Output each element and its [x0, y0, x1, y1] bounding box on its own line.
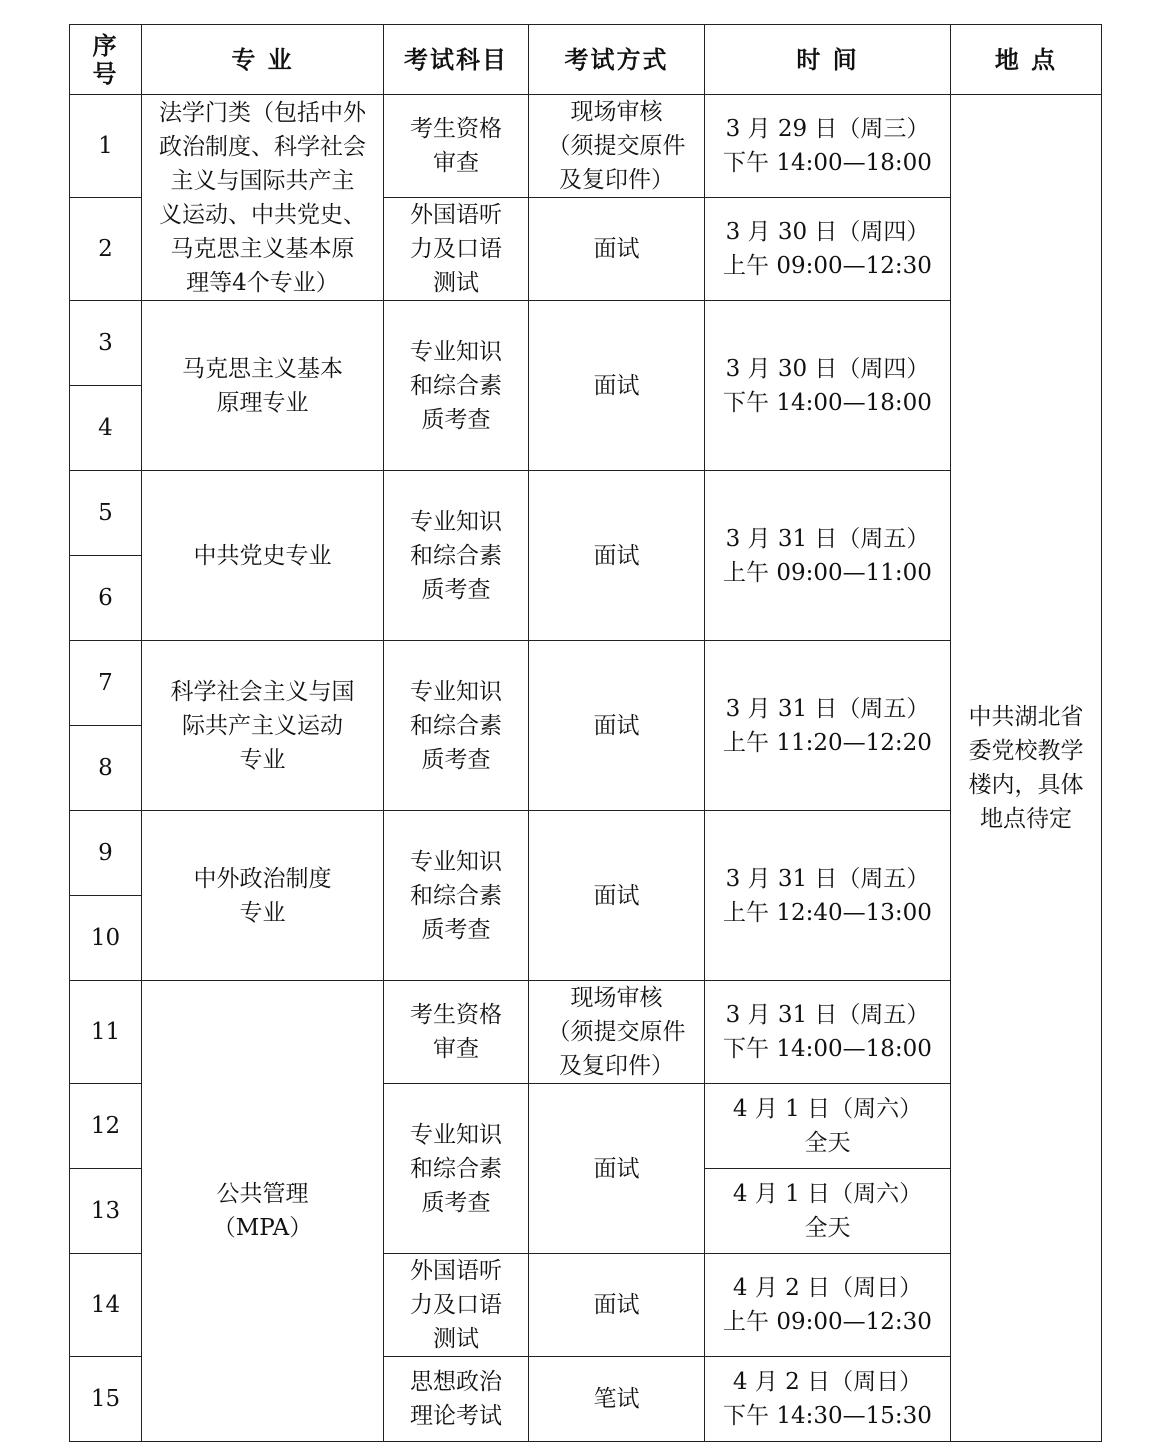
header-subject: 考试科目 [384, 25, 529, 95]
major-cell: 法学门类（包括中外 政治制度、科学社会 主义与国际共产主 义运动、中共党史、 马克思主义基本原 理等4个专业） [142, 95, 384, 301]
time-cell: 3 月 31 日（周五） 上午 11:20—12:20 [705, 641, 951, 811]
header-seq: 序 号 [70, 25, 142, 95]
subject-cell: 考生资格 审查 [384, 95, 529, 198]
subject-cell: 专业知识 和综合素 质考查 [384, 1084, 529, 1254]
time-cell: 4 月 1 日（周六） 全天 [705, 1084, 951, 1169]
seq-cell: 8 [70, 726, 142, 811]
location-cell: 中共湖北省 委党校教学 楼内，具体 地点待定 [951, 95, 1102, 1442]
method-cell: 面试 [529, 1254, 705, 1357]
method-cell: 面试 [529, 471, 705, 641]
seq-cell: 15 [70, 1357, 142, 1442]
time-cell: 4 月 2 日（周日） 下午 14:30—15:30 [705, 1357, 951, 1442]
seq-cell: 6 [70, 556, 142, 641]
exam-schedule-table [69, 24, 1102, 1442]
subject-cell: 外国语听 力及口语 测试 [384, 198, 529, 301]
seq-cell: 7 [70, 641, 142, 726]
time-cell: 3 月 29 日（周三） 下午 14:00—18:00 [705, 95, 951, 198]
header-time: 时 间 [705, 25, 951, 95]
table-row [70, 811, 1102, 896]
subject-cell: 外国语听 力及口语 测试 [384, 1254, 529, 1357]
seq-cell: 13 [70, 1169, 142, 1254]
header-row [70, 25, 1102, 95]
seq-cell: 5 [70, 471, 142, 556]
method-cell: 笔试 [529, 1357, 705, 1442]
subject-cell: 考生资格 审查 [384, 981, 529, 1084]
time-cell: 3 月 31 日（周五） 下午 14:00—18:00 [705, 981, 951, 1084]
major-cell: 中共党史专业 [142, 471, 384, 641]
major-cell: 科学社会主义与国 际共产主义运动 专业 [142, 641, 384, 811]
time-cell: 3 月 30 日（周四） 上午 09:00—12:30 [705, 198, 951, 301]
time-cell: 3 月 31 日（周五） 上午 09:00—11:00 [705, 471, 951, 641]
major-cell: 马克思主义基本 原理专业 [142, 301, 384, 471]
seq-cell: 14 [70, 1254, 142, 1357]
seq-cell: 2 [70, 198, 142, 301]
method-cell: 面试 [529, 811, 705, 981]
header-major: 专 业 [142, 25, 384, 95]
subject-cell: 专业知识 和综合素 质考查 [384, 301, 529, 471]
table-row [70, 471, 1102, 556]
method-cell: 现场审核 （须提交原件 及复印件） [529, 95, 705, 198]
table-row [70, 981, 1102, 1084]
major-cell: 公共管理 （MPA） [142, 981, 384, 1442]
method-cell: 面试 [529, 301, 705, 471]
table-row [70, 301, 1102, 386]
time-cell: 4 月 1 日（周六） 全天 [705, 1169, 951, 1254]
seq-cell: 4 [70, 386, 142, 471]
table-row [70, 95, 1102, 198]
subject-cell: 专业知识 和综合素 质考查 [384, 811, 529, 981]
method-cell: 面试 [529, 1084, 705, 1254]
table-row [70, 641, 1102, 726]
subject-cell: 专业知识 和综合素 质考查 [384, 641, 529, 811]
seq-cell: 9 [70, 811, 142, 896]
seq-cell: 3 [70, 301, 142, 386]
time-cell: 3 月 30 日（周四） 下午 14:00—18:00 [705, 301, 951, 471]
time-cell: 3 月 31 日（周五） 上午 12:40—13:00 [705, 811, 951, 981]
time-cell: 4 月 2 日（周日） 上午 09:00—12:30 [705, 1254, 951, 1357]
method-cell: 面试 [529, 198, 705, 301]
method-cell: 面试 [529, 641, 705, 811]
header-method: 考试方式 [529, 25, 705, 95]
seq-cell: 10 [70, 896, 142, 981]
subject-cell: 思想政治 理论考试 [384, 1357, 529, 1442]
seq-cell: 11 [70, 981, 142, 1084]
method-cell: 现场审核 （须提交原件 及复印件） [529, 981, 705, 1084]
seq-cell: 1 [70, 95, 142, 198]
header-location: 地 点 [951, 25, 1102, 95]
seq-cell: 12 [70, 1084, 142, 1169]
subject-cell: 专业知识 和综合素 质考查 [384, 471, 529, 641]
major-cell: 中外政治制度 专业 [142, 811, 384, 981]
